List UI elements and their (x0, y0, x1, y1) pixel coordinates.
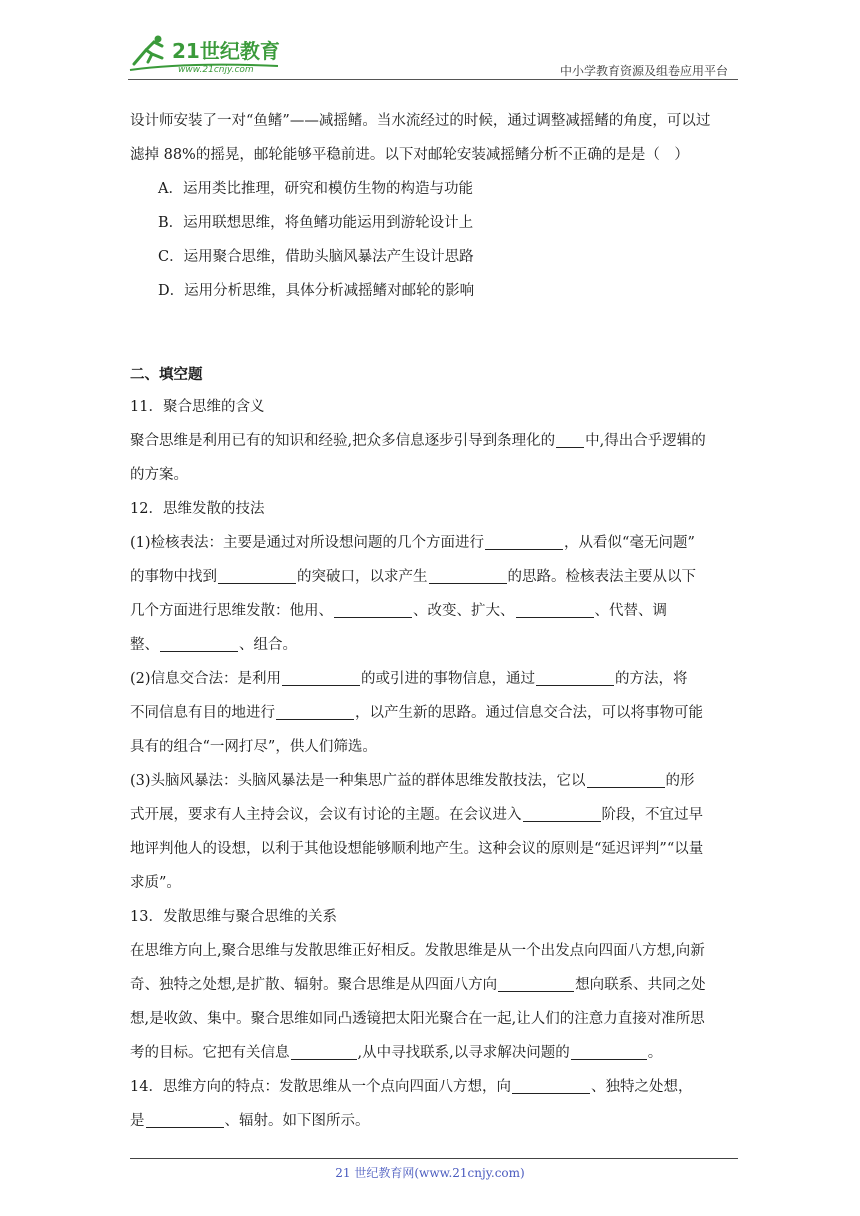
footer-divider (130, 1158, 738, 1159)
q12-p2-line3: 具有的组合“一网打尽”，供人们筛选。 (130, 739, 377, 755)
q12-title: 12．思维发散的技法 (130, 501, 265, 517)
section-title-fill-blank: 二、填空题 (130, 366, 203, 383)
q12-p1-line3: 几个方面进行思维发散：他用、 、改变、扩大、 、代替、调 (130, 603, 667, 619)
q10-stem-line1: 设计师安装了一对“鱼鳍”——减摇鳍。当水流经过的时候，通过调整减摇鳍的角度，可以过 (130, 113, 711, 129)
answer-blank[interactable] (334, 601, 412, 618)
q13-title: 13．发散思维与聚合思维的关系 (130, 909, 337, 925)
answer-blank[interactable] (485, 533, 563, 550)
q10-option-b: B．运用联想思维，将鱼鳍功能运用到游轮设计上 (158, 215, 474, 231)
header-platform-text: 中小学教育资源及组卷应用平台 (559, 64, 728, 78)
q12-p3-line4: 求质”。 (130, 875, 181, 891)
q12-p1-line4: 整、 、组合。 (130, 637, 297, 653)
answer-blank[interactable] (516, 601, 594, 618)
answer-blank[interactable] (556, 431, 584, 448)
q14-line1: 14．思维方向的特点：发散思维从一个点向四面八方想，向 、独特之处想， (130, 1079, 693, 1095)
running-figure-icon (134, 42, 162, 64)
answer-blank[interactable] (146, 1111, 224, 1128)
answer-blank[interactable] (536, 669, 614, 686)
header-divider (128, 79, 738, 80)
document-body (130, 104, 735, 1138)
site-logo (128, 32, 288, 76)
answer-blank[interactable] (571, 1043, 647, 1060)
answer-blank[interactable] (291, 1043, 357, 1060)
answer-blank[interactable] (218, 567, 296, 584)
q12-p2-line2: 不同信息有目的地进行 ，以产生新的思路。通过信息交合法，可以将事物可能 (130, 705, 703, 721)
answer-blank[interactable] (512, 1077, 590, 1094)
q12-p2-line1: (2)信息交合法：是利用 的或引进的事物信息，通过 的方法，将 (130, 671, 688, 687)
q11-text: 聚合思维是利用已有的知识和经验,把众多信息逐步引导到条理化的 中,得出合乎逻辑的 (130, 433, 706, 449)
q12-p3-line3: 地评判他人的设想，以利于其他设想能够顺利地产生。这种会议的原则是“延迟评判”“以量 (130, 841, 704, 857)
q12-p1-line1: (1)检核表法：主要是通过对所设想问题的几个方面进行 ，从看似“毫无问题” (130, 535, 695, 551)
q13-line3: 想,是收敛、集中。聚合思维如同凸透镜把太阳光聚合在一起,让人们的注意力直接对准所思 (130, 1011, 705, 1027)
answer-blank[interactable] (587, 771, 665, 788)
q10-option-d: D．运用分析思维，具体分析减摇鳍对邮轮的影响 (158, 283, 475, 299)
answer-blank[interactable] (523, 805, 601, 822)
q11-title: 11．聚合思维的含义 (130, 399, 265, 415)
q13-line2: 奇、独特之处想,是扩散、辐射。聚合思维是从四面八方向 想向联系、共同之处 (130, 977, 706, 993)
q10-stem-line2: 滤掉 88%的摇晃，邮轮能够平稳前进。以下对邮轮安装减摇鳍分析不正确的是是（ ） (130, 147, 689, 163)
answer-blank[interactable] (282, 669, 360, 686)
q12-p3-line1: (3)头脑风暴法：头脑风暴法是一种集思广益的群体思维发散技法，它以 的形 (130, 773, 695, 789)
page-footer: 21 世纪教育网(www.21cnjy.com) (335, 1166, 525, 1180)
q14-line2: 是 、辐射。如下图所示。 (130, 1113, 370, 1129)
answer-blank[interactable] (498, 975, 574, 992)
q10-option-c: C．运用聚合思维，借助头脑风暴法产生设计思路 (158, 249, 474, 265)
q12-p1-line2: 的事物中找到 的突破口，以求产生 的思路。检核表法主要从以下 (130, 569, 696, 585)
q13-line1: 在思维方向上,聚合思维与发散思维正好相反。发散思维是从一个出发点向四面八方想,向新 (130, 943, 705, 959)
page-header (128, 30, 738, 82)
answer-blank[interactable] (276, 703, 354, 720)
svg-text:21世纪教育: 21世纪教育 (172, 39, 280, 63)
q10-option-a: A．运用类比推理，研究和模仿生物的构造与功能 (158, 181, 473, 197)
q13-line4: 考的目标。它把有关信息 ,从中寻找联系,以寻求解决问题的 。 (130, 1045, 663, 1061)
q11-text-cont: 的方案。 (130, 467, 188, 483)
q12-p3-line2: 式开展，要求有人主持会议，会议有讨论的主题。在会议进入 阶段，不宜过早 (130, 807, 703, 823)
answer-blank[interactable] (160, 635, 238, 652)
answer-blank[interactable] (429, 567, 507, 584)
svg-text:www.21cnjy.com: www.21cnjy.com (178, 65, 254, 75)
